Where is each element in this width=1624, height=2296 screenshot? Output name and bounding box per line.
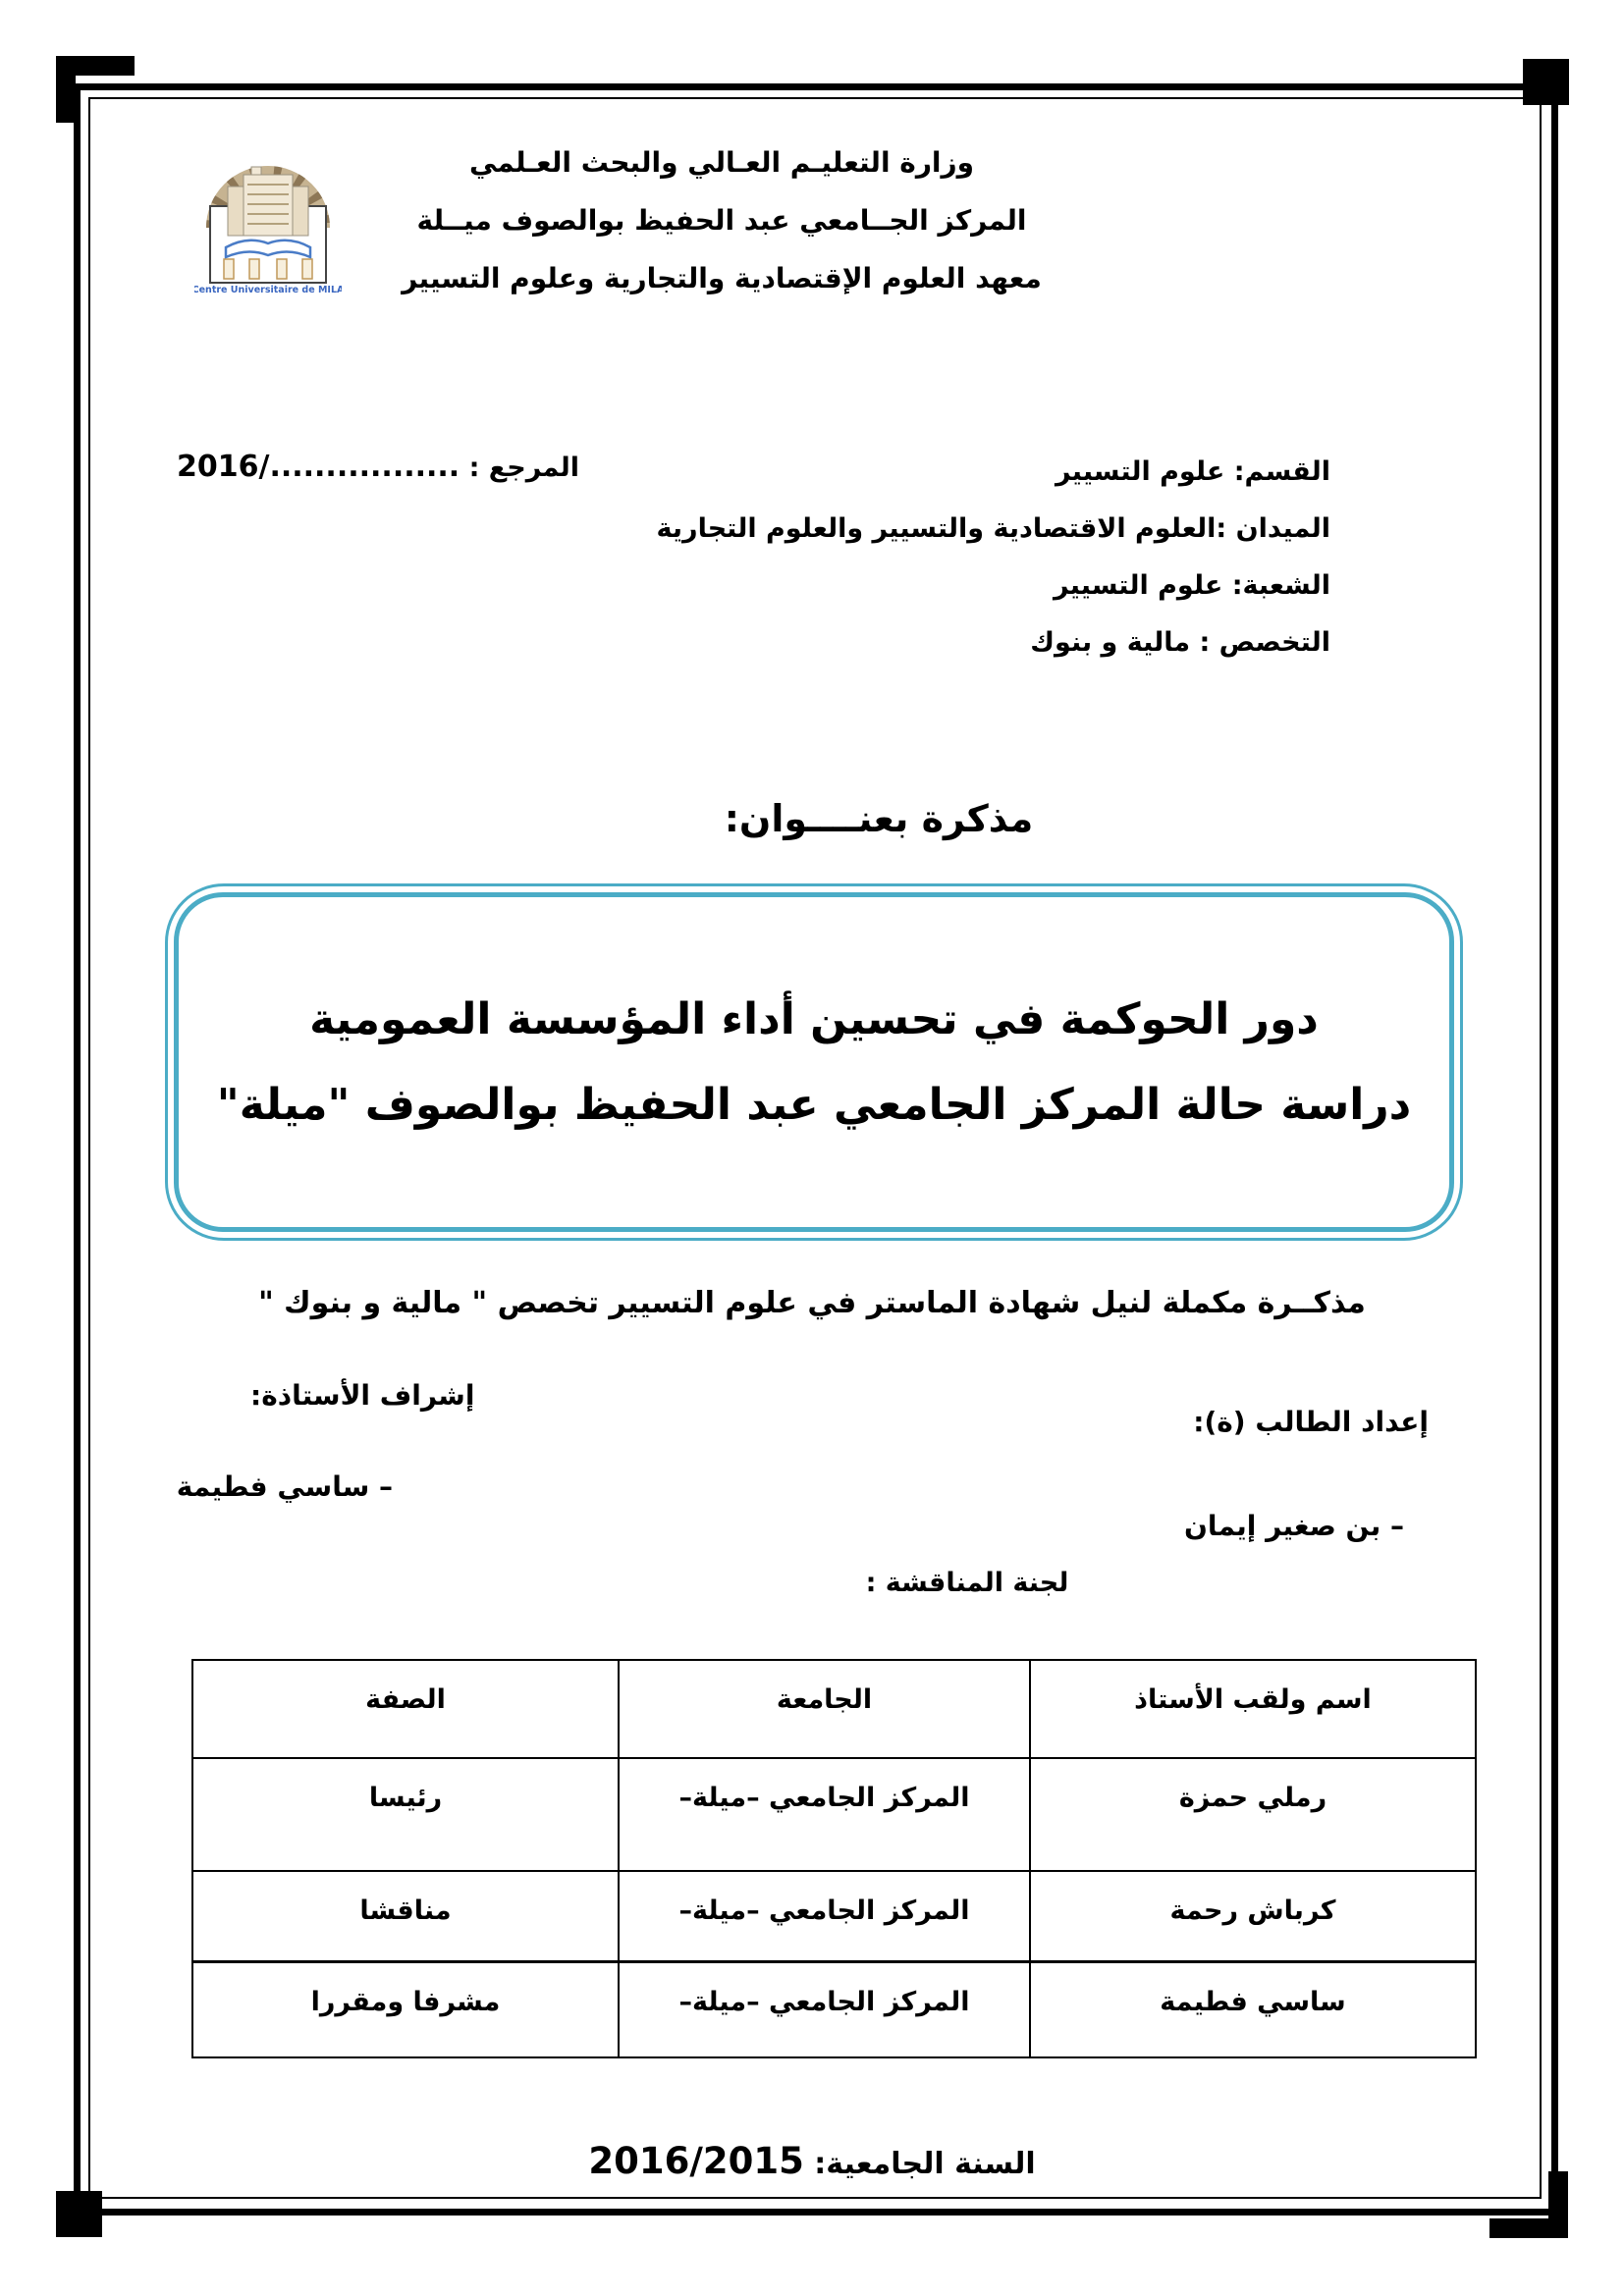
committee-heading: لجنة المناقشة : bbox=[865, 1568, 1069, 1598]
border-corner-bottom-left bbox=[56, 2191, 102, 2237]
title-box-inner bbox=[174, 892, 1454, 1232]
member-role: رئيسا bbox=[192, 1758, 619, 1871]
thesis-title-line2: دراسة حالة المركز الجامعي عبد الحفيظ بوالصوف "ميلة" bbox=[216, 1080, 1412, 1130]
specialty-line: التخصص : مالية و بنوك bbox=[1030, 627, 1330, 658]
academic-year bbox=[567, 2140, 1057, 2182]
table-row bbox=[192, 1961, 1476, 2057]
column-header-name: اسم ولقب الأستاذ bbox=[1030, 1660, 1476, 1758]
member-name: كرباش رحمة bbox=[1030, 1871, 1476, 1961]
member-university: المركز الجامعي –ميلة– bbox=[619, 1961, 1030, 2057]
border-corner-bottom-right-arm bbox=[1489, 2218, 1568, 2238]
table-row bbox=[192, 1871, 1476, 1961]
member-role: مشرفا ومقررا bbox=[192, 1961, 619, 2057]
academic-year-value: 2016/2015 bbox=[588, 2140, 804, 2182]
student-name: – بن صغير إيمان bbox=[1184, 1510, 1404, 1542]
field-line: الميدان :العلوم الاقتصادية والتسيير والعلوم التجارية bbox=[656, 513, 1330, 544]
committee-header-row bbox=[192, 1660, 1476, 1758]
degree-subtitle: مذكــرة مكملة لنيل شهادة الماستر في علوم التسيير تخصص " مالية و بنوك " bbox=[258, 1286, 1366, 1320]
memo-label: مذكرة بعنــــوان: bbox=[724, 797, 1034, 840]
academic-year-label: السنة الجامعية: bbox=[803, 2147, 1036, 2181]
reference-label: المرجع : bbox=[468, 453, 579, 483]
committee-table bbox=[191, 1659, 1477, 2058]
table-row bbox=[192, 1758, 1476, 1871]
university-line: المركز الجــامعي عبد الحفيظ بوالصوف ميــلة bbox=[416, 204, 1027, 237]
student-label: إعداد الطالب (ة): bbox=[1193, 1406, 1429, 1438]
member-name: ساسي فطيمة bbox=[1030, 1961, 1476, 2057]
supervisor-label: إشراف الأستاذة: bbox=[250, 1379, 475, 1412]
ministry-line: وزارة التعليـم العـالي والبحث العـلمي bbox=[468, 146, 975, 179]
member-university: المركز الجامعي –ميلة– bbox=[619, 1871, 1030, 1961]
info-block bbox=[643, 444, 1330, 671]
document-header bbox=[231, 133, 1213, 307]
member-university: المركز الجامعي –ميلة– bbox=[619, 1758, 1030, 1871]
department-line: القسم: علوم التسيير bbox=[1056, 456, 1330, 487]
reference-value: 2016/................. bbox=[177, 450, 460, 484]
institute-line: معهد العلوم الإقتصادية والتجارية وعلوم التسيير bbox=[402, 262, 1042, 294]
border-corner-top-left-arm bbox=[56, 56, 135, 76]
reference-line bbox=[177, 450, 579, 484]
branch-line: الشعبة: علوم التسيير bbox=[1053, 570, 1330, 601]
supervisor-name: – ساسي فطيمة bbox=[176, 1470, 393, 1503]
title-box bbox=[165, 883, 1463, 1241]
member-role: مناقشا bbox=[192, 1871, 619, 1961]
supervisor-dash: – bbox=[379, 1470, 393, 1503]
border-corner-top-right bbox=[1523, 59, 1569, 105]
column-header-role: الصفة bbox=[192, 1660, 619, 1758]
column-header-university: الجامعة bbox=[619, 1660, 1030, 1758]
student-dash: – bbox=[1390, 1510, 1404, 1542]
member-name: رملي حمزة bbox=[1030, 1758, 1476, 1871]
logo-caption: Centre Universitaire de MILA bbox=[194, 285, 342, 295]
thesis-title-line1: دور الحوكمة في تحسين أداء المؤسسة العمومية bbox=[309, 994, 1319, 1044]
